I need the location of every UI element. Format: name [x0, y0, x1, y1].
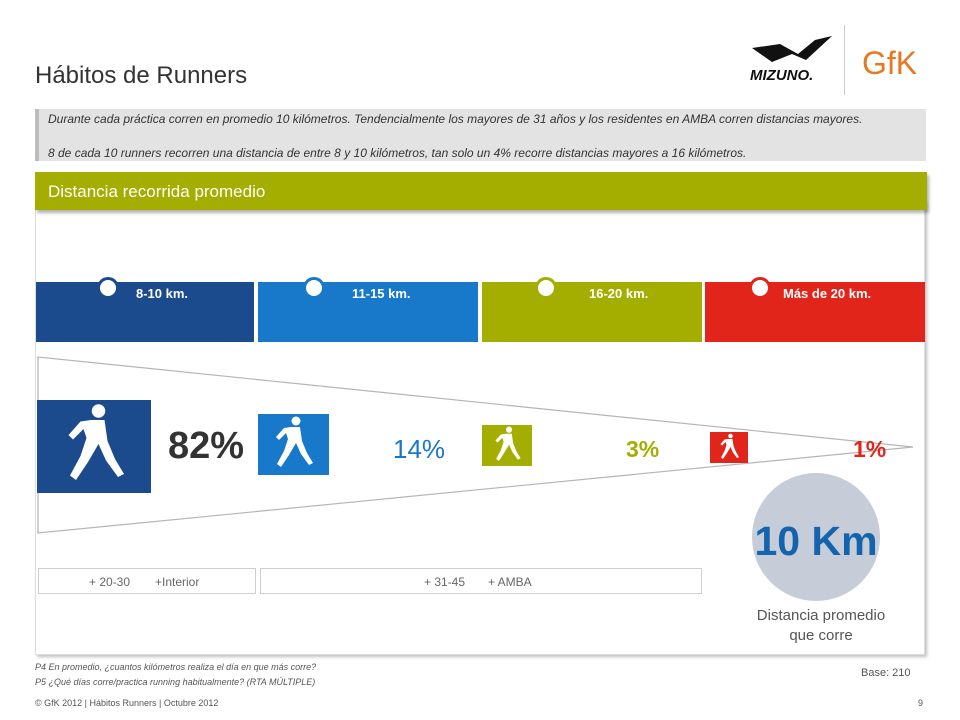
- profile-age: + 31-45: [424, 575, 466, 589]
- runner-icon: [258, 414, 329, 475]
- intro-summary: [35, 109, 926, 161]
- category-label: Más de 20 km.: [783, 286, 872, 301]
- category-label: 16-20 km.: [589, 286, 649, 301]
- page-title: Hábitos de Runners: [35, 62, 248, 89]
- percent-mas-20: 1%: [853, 436, 887, 462]
- average-distance-label: Distancia promedio que corre: [756, 607, 886, 644]
- profile-box-2: [260, 568, 702, 594]
- runner-icon: [710, 432, 748, 463]
- section-header: [35, 172, 927, 210]
- brand-logos: [740, 20, 945, 98]
- profile-region: +Interior: [155, 575, 200, 589]
- runner-icon: [37, 400, 151, 493]
- runner-icon: [482, 425, 532, 466]
- percent-8-10: 82%: [168, 425, 245, 467]
- category-mas-20: [705, 282, 925, 342]
- profile-age: + 20-30: [89, 575, 131, 589]
- base-count: Base: 210: [861, 667, 911, 679]
- category-dot: [303, 277, 325, 299]
- category-dot: [749, 277, 771, 299]
- intro-text-1: Durante cada práctica corren en promedio 10 kilómetros. Tendencialmente los mayores de 31 años y los residentes en AMBA corren distancias mayores.: [48, 112, 863, 126]
- footnote-p4: P4 En promedio, ¿cuantos kilómetros realiza el día en que más corre?: [35, 662, 317, 672]
- category-16-20: [482, 282, 702, 342]
- category-label: 11-15 km.: [352, 286, 411, 301]
- footnote-p5: P5 ¿Qué días corre/practica running habitualmente? (RTA MÚLTIPLE): [35, 677, 316, 687]
- percent-11-15: 14%: [393, 434, 446, 464]
- category-dot: [535, 277, 557, 299]
- category-8-10: [36, 282, 254, 342]
- category-label: 8-10 km.: [136, 286, 189, 301]
- profile-region: + AMBA: [488, 575, 532, 589]
- category-dot: [97, 277, 119, 299]
- gfk-logo: [850, 23, 944, 97]
- category-11-15: [258, 282, 478, 342]
- profile-box-1: [38, 568, 256, 594]
- copyright: © GfK 2012 | Hábitos Runners | Octubre 2012: [35, 698, 219, 708]
- section-title: Distancia recorrida promedio: [48, 182, 266, 201]
- percent-16-20: 3%: [626, 436, 660, 462]
- mizuno-logo: [750, 36, 832, 84]
- svg-text:MIZUNO.: MIZUNO.: [750, 67, 814, 84]
- average-distance-value: 10 Km: [754, 518, 878, 564]
- svg-text:GfK: GfK: [862, 45, 918, 81]
- page-number: 9: [918, 698, 924, 708]
- intro-text-2: 8 de cada 10 runners recorren una distancia de entre 8 y 10 kilómetros, tan solo un 4% recorre distancias mayores a 16 kilómetros.: [48, 146, 747, 160]
